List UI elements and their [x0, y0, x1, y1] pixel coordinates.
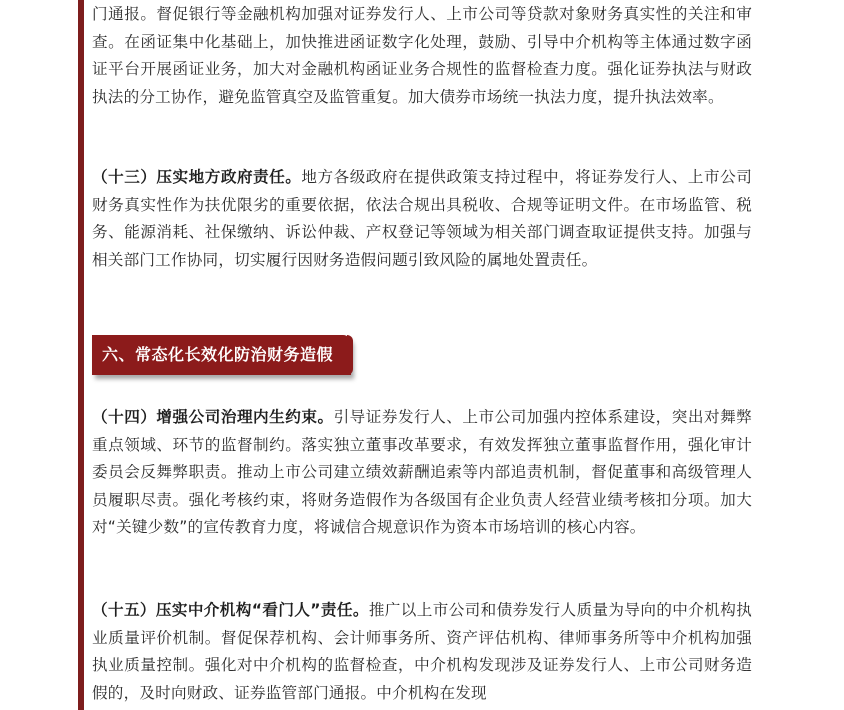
left-accent-bar	[78, 0, 84, 710]
paragraph-2-text: 地方各级政府在提供政策支持过程中，将证券发行人、上市公司财务真实性作为扶优限劣的重要依据，依法合规出具税收、合规等证明文件。在市场监管、税务、能源消耗、社保缴纳、诉讼仲裁、产权登记等领域为相关部门调查取证提供支持。加强与相关部门工作协同，切实履行因财务造假问题引致风险的属地处置责任。	[92, 168, 752, 269]
paragraph-4-heading: （十五）压实中介机构“看门人”责任。	[92, 601, 369, 619]
paragraph-2	[92, 164, 752, 274]
section-title: 六、常态化长效化防治财务造假	[102, 345, 334, 364]
paragraph-1-text: 门通报。督促银行等金融机构加强对证券发行人、上市公司等贷款对象财务真实性的关注和审查。在函证集中化基础上，加快推进函证数字化处理，鼓励、引导中介机构等主体通过数字函证平台开展函证业务，加大对金融机构函证业务合规性的监督检查力度。强化证券执法与财政执法的分工协作，避免监管真空及监管重复。加大债券市场统一执法力度，提升执法效率。	[92, 5, 752, 106]
paragraph-1	[92, 1, 752, 111]
paragraph-3-heading: （十四）增强公司治理内生约束。	[92, 408, 334, 426]
paragraph-3-text: 引导证券发行人、上市公司加强内控体系建设，突出对舞弊重点领域、环节的监督制约。落实独立董事改革要求，有效发挥独立董事监督作用，强化审计委员会反舞弊职责。推动上市公司建立绩效薪酬追索等内部追责机制，督促董事和高级管理人员履职尽责。强化考核约束，将财务造假作为各级国有企业负责人经营业绩考核扣分项。加大对“关键少数”的宣传教育力度，将诚信合规意识作为资本市场培训的核心内容。	[92, 408, 752, 537]
paragraph-2-heading: （十三）压实地方政府责任。	[92, 168, 302, 186]
paragraph-4-text: 推广以上市公司和债券发行人质量为导向的中介机构执业质量评价机制。督促保荐机构、会计师事务所、资产评估机构、律师事务所等中介机构加强执业质量控制。强化对中介机构的监督检查，中介机构发现涉及证券发行人、上市公司财务造假的，及时向财政、证券监管部门通报。中介机构在发现	[92, 601, 752, 702]
section-heading	[92, 335, 351, 375]
paragraph-4	[92, 597, 752, 707]
paragraph-3	[92, 404, 752, 542]
